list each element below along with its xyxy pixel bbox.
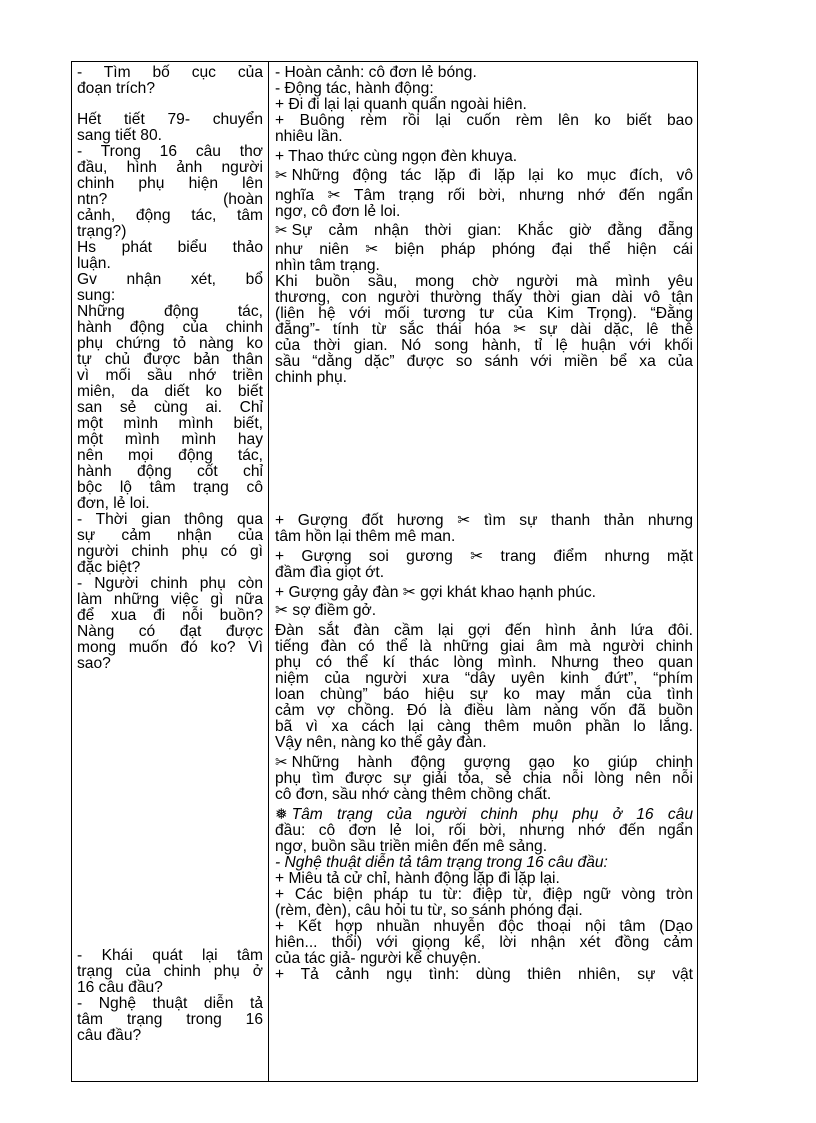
question-line (77, 512, 263, 528)
answer-line (275, 919, 693, 935)
answer-line (275, 113, 693, 129)
answer-line (275, 322, 693, 338)
answer-line (275, 565, 693, 581)
line-text: nghĩa ✂ Tâm trạng rối bời, nhưng nhớ đến ngẩn (275, 187, 693, 204)
question-line (77, 640, 263, 656)
line-text: một mình mình hay (77, 431, 263, 448)
answer-line (275, 655, 693, 671)
line-text: để xua đi nỗi buồn? (77, 607, 263, 624)
question-line (77, 1028, 263, 1044)
line-text: đẵng”- tính từ sắc thái hóa ✂ sự dài dặc, lê thê (275, 321, 693, 338)
line-text: đặc biệt? (77, 559, 141, 576)
question-line (77, 352, 263, 368)
line-text: cô đơn, sầu nhớ càng thêm chồng chất. (275, 786, 552, 803)
line-text: nên mọi động tác, (77, 447, 263, 464)
question-line (77, 948, 263, 964)
question-line (77, 592, 263, 608)
answer-line (275, 787, 693, 803)
answer-line (275, 188, 693, 204)
question-line (77, 112, 263, 128)
answer-line (275, 274, 693, 290)
line-text: + Thao thức cùng ngọn đèn khuya. (275, 148, 518, 165)
question-line (77, 432, 263, 448)
question-line (77, 81, 263, 97)
question-line (77, 65, 263, 81)
line-text: + Gượng đốt hương ✂ tìm sự thanh thản nhưng (275, 512, 693, 529)
question-line (77, 496, 263, 512)
line-text: - Động tác, hành động: (275, 80, 434, 97)
line-text: + Buông rèm rồi lại cuốn rèm lên ko biết bao (275, 112, 693, 129)
scissors-icon: ✂ (275, 222, 288, 239)
answer-line (275, 935, 693, 951)
line-text: + Các biện pháp tu từ: điệp từ, điệp ngữ vòng tròn (275, 886, 693, 903)
answer-line (275, 65, 693, 81)
line-text: - Nghệ thuật diễn tả (77, 995, 263, 1012)
line-text: bã vì xa cách lại càng thêm muôn phần lo lắng. (275, 718, 693, 735)
answer-line (275, 223, 693, 239)
question-line (77, 128, 263, 144)
answer-line (275, 871, 693, 887)
answer-line (275, 585, 693, 601)
question-line (77, 560, 263, 576)
line-text: trạng?) (77, 223, 127, 240)
line-text: phụ tìm được sự giải tỏa, sẻ chia nỗi lòng nên nỗi (275, 770, 693, 787)
scissors-icon: ✂ (275, 754, 288, 771)
answer-line (275, 823, 693, 839)
answer-line (275, 687, 693, 703)
answer-line (275, 719, 693, 735)
answer-line (275, 168, 693, 184)
question-line (77, 272, 263, 288)
line-text: + Kết hợp nhuần nhuyễn độc thoại nội tâm (Dạo (275, 918, 693, 935)
answer-line (275, 129, 693, 145)
line-text: sao? (77, 655, 111, 672)
line-text: làm những việc gì nữa (77, 591, 263, 608)
line-text: Nàng có đạt được (77, 623, 263, 640)
line-text: (rèm, đèn), câu hỏi tu từ, so sánh phóng đại. (275, 902, 583, 919)
question-line (77, 176, 263, 192)
answer-line (275, 81, 693, 97)
line-text: ntn? (hoàn (77, 191, 263, 208)
line-text: - Người chinh phụ còn (77, 575, 263, 592)
question-line (77, 224, 263, 240)
question-line (77, 416, 263, 432)
question-line (77, 980, 263, 996)
answer-line (275, 513, 693, 529)
line-text: của tác giả- người kể chuyện. (275, 950, 482, 967)
asterism-icon: ❅ (275, 806, 288, 823)
line-text: như niên ✂ biện pháp phóng đại thể hiện cái (275, 241, 693, 258)
line-text: + Đi đi lại lại quanh quẩn ngoài hiên. (275, 96, 527, 113)
scissors-icon: ✂ (275, 167, 288, 184)
line-text: hiên... thổi) với giọng kể, lời nhận xét đồng cảm (275, 934, 693, 951)
line-text: đoạn trích? (77, 80, 156, 97)
answer-line (275, 529, 693, 545)
answer-line (275, 887, 693, 903)
line-text: sự cảm nhận của (77, 527, 263, 544)
line-text: Hs phát biểu thảo (77, 239, 263, 256)
answer-line (275, 967, 693, 983)
line-text: + Miêu tả cử chỉ, hành động lặp đi lặp lại. (275, 870, 560, 887)
line-text: chinh phụ hiện lên (77, 175, 263, 192)
question-line (77, 464, 263, 480)
answer-line (275, 735, 693, 751)
answer-line (275, 149, 693, 165)
line-text: + Gượng soi gương ✂ trang điểm nhưng mặt (275, 548, 693, 565)
line-text: - Tìm bố cục của (77, 64, 263, 81)
question-line (77, 400, 263, 416)
answer-line (275, 242, 693, 258)
line-text: trạng của chinh phụ ở (77, 963, 263, 980)
line-text: một mình mình biết, (77, 415, 263, 432)
line-text: câu đầu? (77, 1027, 142, 1044)
question-line (77, 288, 263, 304)
line-text: chinh phụ. (275, 369, 347, 386)
question-line (77, 320, 263, 336)
question-line (77, 576, 263, 592)
line-text: Vậy nên, nàng ko thể gảy đàn. (275, 734, 487, 751)
line-text: - Trong 16 câu thơ (77, 143, 263, 160)
answer-line (275, 855, 693, 871)
answer-line (275, 338, 693, 354)
line-text: miên, da diết ko biết (77, 383, 263, 400)
answer-line (275, 354, 693, 370)
answer-line (275, 671, 693, 687)
line-text: Những động tác, (77, 303, 263, 320)
question-line (77, 1012, 263, 1028)
line-text: thương, con người thường thấy thời gian dài vô tận (275, 289, 693, 306)
line-text: Khi buồn sầu, mong chờ người mà mình yêu (275, 273, 693, 290)
answer-line (275, 703, 693, 719)
question-line (77, 192, 263, 208)
line-text: Những hành động gượng gạo ko giúp chinh (291, 754, 693, 771)
question-line (77, 240, 263, 256)
question-line (77, 448, 263, 464)
line-text: Đàn sắt đàn cầm lại gợi đến hình ảnh lứa đôi. (275, 622, 693, 639)
answer-line (275, 639, 693, 655)
line-text: hành động cốt chỉ (77, 463, 263, 480)
line-text: đầu, hình ảnh người (77, 159, 263, 176)
answer-line (275, 951, 693, 967)
line-text: ✂ sợ điềm gở. (275, 602, 377, 619)
line-text: hành động của chinh (77, 319, 263, 336)
line-text: đầm đìa giọt ớt. (275, 564, 385, 581)
line-text: sầu “dằng dặc” được so sánh với miền bể xa của (275, 353, 693, 370)
question-line (77, 480, 263, 496)
line-text: + Gượng gảy đàn ✂ gợi khát khao hạnh phúc. (275, 584, 596, 601)
line-text: - Nghệ thuật diễn tả tâm trạng trong 16 câu đầu: (275, 854, 608, 871)
line-text: - Hoàn cảnh: cô đơn lẻ bóng. (275, 64, 477, 81)
line-text: 16 câu đầu? (77, 979, 163, 996)
line-text: ngơ, buồn sầu triền miên đến mê sảng. (275, 838, 548, 855)
line-text: tâm hồn lại thêm mê man. (275, 528, 456, 545)
line-text: loan chùng” báo hiệu sự ko may mắn của tình (275, 686, 693, 703)
question-line (77, 544, 263, 560)
question-line (77, 256, 263, 272)
answer-line (275, 903, 693, 919)
line-text: phụ có thể kí thác lòng mình. Nhưng theo quan (275, 654, 693, 671)
question-line (77, 336, 263, 352)
line-text: tâm trạng trong 16 (77, 1011, 263, 1028)
question-line (77, 304, 263, 320)
line-text: Hết tiết 79- chuyển (77, 111, 263, 128)
line-text: ngơ, cô đơn lẻ loi. (275, 203, 401, 220)
line-text: Gv nhận xét, bổ (77, 271, 263, 288)
line-text: cảnh, động tác, tâm (77, 207, 263, 224)
line-text: phụ chứng tỏ nàng ko (77, 335, 263, 352)
line-text: sung: (77, 287, 116, 304)
answer-line (275, 258, 693, 274)
line-text: cảm vợ chồng. Đó là điều làm nàng vốn đã buồn (275, 702, 693, 719)
line-text: Sự cảm nhận thời gian: Khắc giờ đằng đẵng (291, 222, 693, 239)
line-text: Tâm trạng của người chinh phụ phụ ở 16 câu (291, 806, 693, 823)
answer-line (275, 623, 693, 639)
line-text: nhiêu lần. (275, 128, 343, 145)
line-text: - Thời gian thông qua (77, 511, 263, 528)
line-text: mong muốn đó ko? Vì (77, 639, 263, 656)
answer-line (275, 306, 693, 322)
line-text: - Khái quát lại tâm (77, 947, 263, 964)
answer-line (275, 204, 693, 220)
question-line (77, 528, 263, 544)
question-line (77, 384, 263, 400)
line-text: luận. (77, 255, 111, 272)
answer-line (275, 290, 693, 306)
question-line (77, 160, 263, 176)
line-text: người chinh phụ có gì (77, 543, 263, 560)
line-text: đơn, lẻ loi. (77, 495, 150, 512)
lesson-table (71, 61, 698, 1082)
question-line (77, 996, 263, 1012)
answer-line (275, 807, 693, 823)
line-text: niệm của người xưa “dây uyên kinh đứt”, “phím (275, 670, 693, 687)
answer-line (275, 97, 693, 113)
line-text: đầu: cô đơn lẻ loi, rối bời, nhưng nhớ đến ngẩn (275, 822, 693, 839)
line-text: của thời gian. Nó song hành, tỉ lệ huận với khối (275, 337, 693, 354)
line-text: vì mối sầu nhớ triền (77, 367, 263, 384)
line-text: + Tả cảnh ngụ tình: dùng thiên nhiên, sự vật (275, 966, 693, 983)
question-line (77, 144, 263, 160)
line-text: san sẻ cùng ai. Chỉ (77, 399, 263, 416)
answer-line (275, 370, 693, 386)
line-text: bộc lộ tâm trạng cô (77, 479, 263, 496)
question-line (77, 964, 263, 980)
question-line (77, 208, 263, 224)
question-line (77, 368, 263, 384)
line-text: nhìn tâm trạng. (275, 257, 380, 274)
question-line (77, 624, 263, 640)
line-text: tiếng đàn có thể là những giai âm mà người chinh (275, 638, 693, 655)
line-text: sang tiết 80. (77, 127, 162, 144)
answer-line (275, 839, 693, 855)
question-line (77, 656, 263, 672)
question-line (77, 608, 263, 624)
answer-line (275, 549, 693, 565)
line-text: (liên hệ với mối tương tư của Kim Trọng). “Đằng (275, 305, 693, 322)
line-text: tự chủ được bản thân (77, 351, 263, 368)
answer-line (275, 755, 693, 771)
answer-line (275, 771, 693, 787)
line-text: Những động tác lặp đi lặp lại ko mục đích, vô (291, 167, 693, 184)
column-divider (268, 62, 269, 1081)
answer-line (275, 603, 693, 619)
